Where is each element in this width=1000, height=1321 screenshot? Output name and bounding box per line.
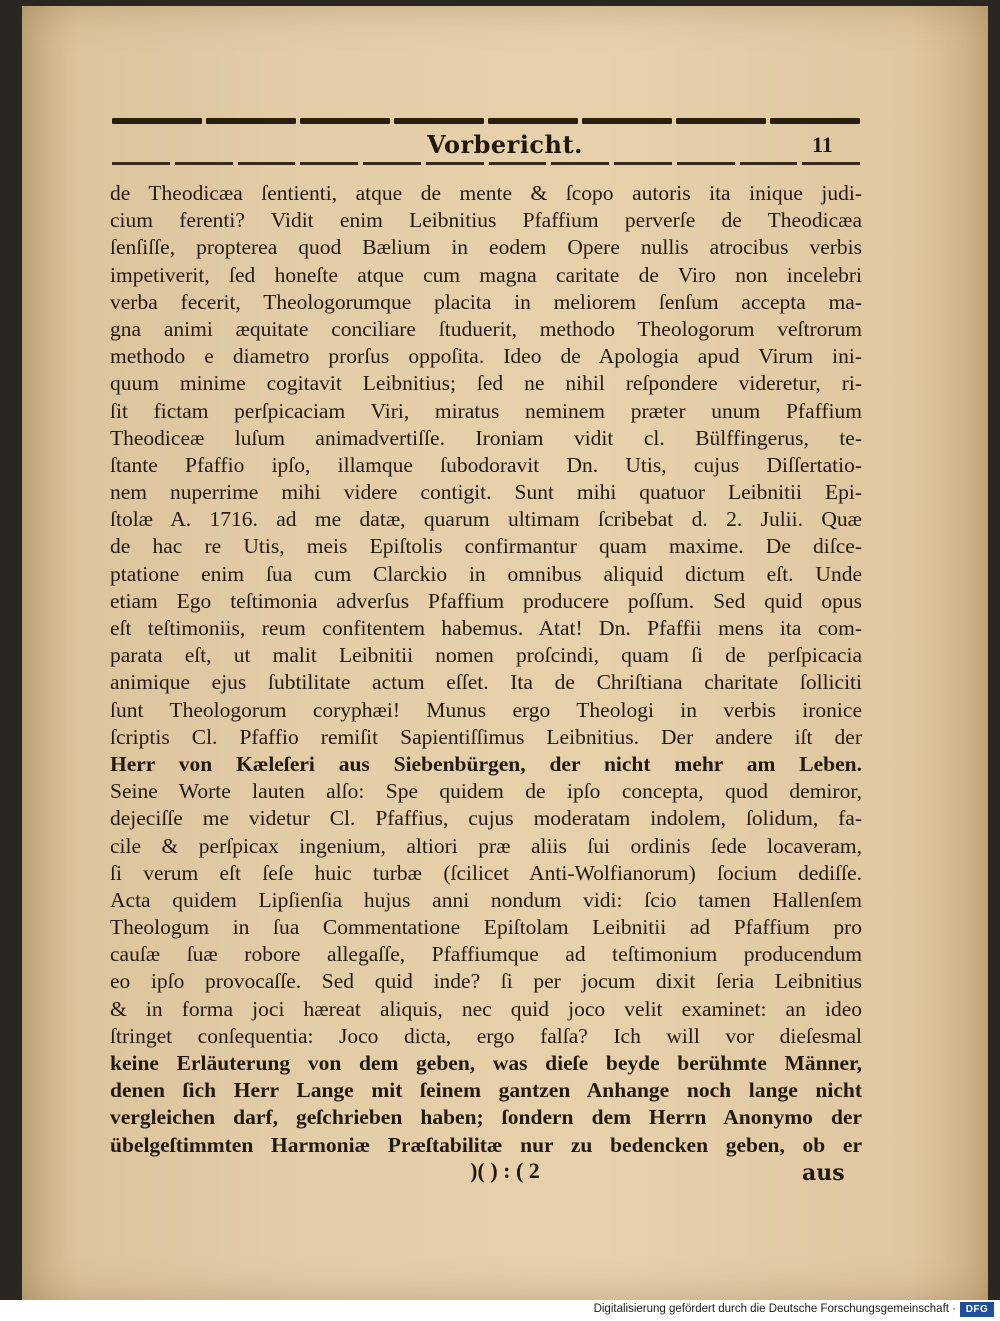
dfg-logo: DFG	[960, 1302, 994, 1317]
digitization-footer	[0, 1300, 1000, 1321]
dfg-credit-text: Digitalisierung gefördert durch die Deutsche Forschungsgemeinschaft ·	[593, 1303, 956, 1315]
text-line: eſt teſtimoniis, reum confitentem habemus. Atat! Dn. Pfaffii mens ita com-	[110, 616, 862, 640]
text-line: eo ipſo provocaſſe. Sed quid inde? ſi per jocum dixit ſeria Leibnitius	[110, 969, 862, 994]
text-line: cium ferenti? Vidit enim Leibnitius Pfaffium perverſe de Theodicæa	[110, 208, 862, 233]
text-line: ſunt Theologorum coryphæi! Munus ergo Theologi in verbis ironice	[110, 697, 862, 722]
text-line: ſtante Pfaffio ipſo, illamque ſubodoravit Dn. Utis, cujus Diſſertatio-	[110, 452, 862, 477]
text-line: nem nuperrime mihi videre contigit. Sunt mihi quatuor Leibnitii Epi-	[110, 480, 862, 505]
text-line: ptatione enim ſua cum Clarckio in omnibus aliquid dictum eſt. Unde	[110, 561, 862, 586]
text-line: ſtringet conſequentia: Joco dicta, ergo falſa? Ich will vor dieſesmal	[110, 1023, 862, 1048]
text-line: denen ſich Herr Lange mit ſeinem gantzen Anhange noch lange nicht	[110, 1078, 862, 1103]
text-line: dejeciſſe me videtur Cl. Pfaffius, cujus moderatam indolem, ſolidum, fa-	[110, 806, 862, 831]
text-line: Theodiceæ luſum animadvertiſſe. Ironiam vidit cl. Bülffingerus, te-	[110, 425, 862, 450]
text-line: cile & perſpicax ingenium, altiori præ aliis ſui ordinis ſede locaveram,	[110, 833, 862, 858]
header-rule-top	[112, 118, 860, 124]
text-line: de hac re Utis, meis Epiſtolis confirmantur quam maxime. De diſce-	[110, 534, 862, 559]
book-page	[22, 6, 988, 1300]
text-line: cauſæ ſuæ robore allegaſſe, Pfaffiumque ad teſtimonium producendum	[110, 942, 862, 967]
text-line: quum minime cogitavit Leibnitius; ſed ne nihil reſpondere videretur, ri-	[110, 371, 862, 396]
running-head: Vorbericht.	[427, 130, 583, 159]
text-line: etiam Ego teſtimonia adverſus Pfaffium producere poſſum. Sed quid opus	[110, 588, 862, 613]
text-line: ſcriptis Cl. Pfaffio remiſit Sapientiſſimus Leibnitius. Der andere iſt der	[110, 724, 862, 749]
header-rule-bottom	[112, 162, 860, 165]
text-line: Theologum in ſua Commentatione Epiſtolam Leibnitii ad Pfaffium pro	[110, 915, 862, 940]
text-line: vergleichen darf, geſchrieben haben; ſondern dem Herrn Anonymo der	[110, 1105, 862, 1130]
text-line: methodo e diametro prorſus oppoſita. Ideo de Apologia apud Virum ini-	[110, 344, 862, 369]
text-line: übelgeſtimmten Harmoniæ Præſtabilitæ nur zu bedencken geben, ob er	[110, 1132, 862, 1157]
text-line: gna animi æquitate conciliare ſtuduerit, methodo Theologorum veſtrorum	[110, 316, 862, 341]
page-number: 11	[812, 132, 833, 157]
text-line: ſtolæ A. 1716. ad me datæ, quarum ultimam ſcribebat d. 2. Julii. Quæ	[110, 507, 862, 532]
body-text	[110, 180, 862, 1159]
catchword: aus	[802, 1160, 845, 1186]
text-line: Herr von Kæleſeri aus Siebenbürgen, der nicht mehr am Leben.	[110, 751, 862, 776]
signature-mark: )( ) : ( 2	[470, 1158, 540, 1183]
text-line: de Theodicæa ſentienti, atque de mente & ſcopo autoris ita inique judi-	[110, 181, 862, 205]
text-line: ſit fictam perſpicaciam Viri, miratus neminem præter unum Pfaffium	[110, 398, 862, 423]
text-line: & in forma joci hæreat aliquis, nec quid joco velit examinet: an ideo	[110, 996, 862, 1021]
text-line: ſenſiſſe, propterea quod Bælium in eodem Opere nullis atrocibus verbis	[110, 235, 862, 260]
text-line: ſi verum eſt ſeſe huic turbæ (ſcilicet Anti-Wolfianorum) ſocium dediſſe.	[110, 860, 862, 885]
text-line: keine Erläuterung von dem geben, was dieſe beyde berühmte Männer,	[110, 1051, 862, 1075]
text-line: verba fecerit, Theologorumque placita in meliorem ſenſum accepta ma-	[110, 289, 862, 314]
text-line: animique ejus ſubtilitate actum eſſet. Ita de Chriſtiana charitate ſolliciti	[110, 670, 862, 695]
text-line: Seine Worte lauten alſo: Spe quidem de ipſo concepta, quod demiror,	[110, 779, 862, 804]
text-line: impetiverit, ſed honeſte atque cum magna caritate de Viro non incelebri	[110, 262, 862, 287]
text-line: parata eſt, ut malit Leibnitii nomen proſcindi, quam ſi de perſpicacia	[110, 643, 862, 668]
text-line: Acta quidem Lipſienſia hujus anni nondum vidi: ſcio tamen Hallenſem	[110, 887, 862, 912]
